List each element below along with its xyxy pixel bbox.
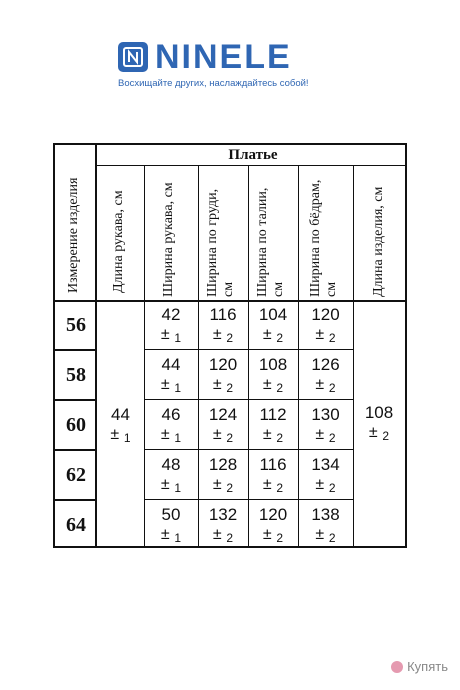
sleeve-width-cell: 46 ± 1 <box>160 405 182 445</box>
sleeve-width-cell: 42 ± 1 <box>160 305 182 345</box>
waist-width-cell: 112 ± 2 <box>259 405 287 445</box>
waist-width-cell: 116 ± 2 <box>259 455 287 495</box>
chest-width-cell: 128 ± 2 <box>208 455 238 495</box>
column-header: Ширина рукава, см <box>161 182 176 297</box>
hips-width-cell: 130 ± 2 <box>311 405 340 445</box>
chest-width-cell: 124 ± 2 <box>208 405 238 445</box>
chest-width-cell: 116 ± 2 <box>209 305 237 345</box>
sleeve-width-cell: 44 ± 1 <box>160 355 182 395</box>
waist-width-cell: 120 ± 2 <box>258 505 288 545</box>
column-header: Длина изделия, см <box>371 186 386 297</box>
size-label: 58 <box>66 364 86 386</box>
watermark-logo-icon <box>391 661 403 673</box>
table-title: Платье <box>228 147 278 163</box>
hips-width-cell: 120 ± 2 <box>311 305 340 345</box>
sleeve-width-cell: 50 ± 1 <box>160 505 182 545</box>
size-label: 64 <box>66 514 86 536</box>
hips-width-cell: 126 ± 2 <box>311 355 340 395</box>
sleeve-length-cell: 44 ± 1 <box>110 405 131 445</box>
chest-width-cell: 132 ± 2 <box>208 505 238 545</box>
hips-width-cell: 138 ± 2 <box>311 505 340 545</box>
column-header: Ширина по бёдрам, см <box>308 179 339 297</box>
product-length-cell: 108 ± 2 <box>364 403 394 443</box>
waist-width-cell: 104 ± 2 <box>258 305 288 345</box>
sleeve-width-cell: 48 ± 1 <box>160 455 182 495</box>
size-chart-table <box>53 143 407 548</box>
column-header: Длина рукава, см <box>111 190 126 293</box>
chest-width-cell: 120 ± 2 <box>208 355 238 395</box>
size-label: 60 <box>66 414 86 436</box>
waist-width-cell: 108 ± 2 <box>258 355 288 395</box>
column-header: Ширина по груди, см <box>205 188 236 297</box>
column-header: Ширина по талии, см <box>255 187 286 297</box>
size-label: 62 <box>66 464 86 486</box>
brand-logo <box>118 38 292 76</box>
size-label: 56 <box>66 314 86 336</box>
watermark: Купять <box>391 659 448 674</box>
row-header: Измерение изделия <box>66 177 81 293</box>
brand-mark-icon <box>118 42 148 72</box>
hips-width-cell: 134 ± 2 <box>311 455 340 495</box>
brand-slogan: Восхищайте других, наслаждайтесь собой! <box>118 78 309 89</box>
brand-name: NINELE <box>155 38 292 76</box>
